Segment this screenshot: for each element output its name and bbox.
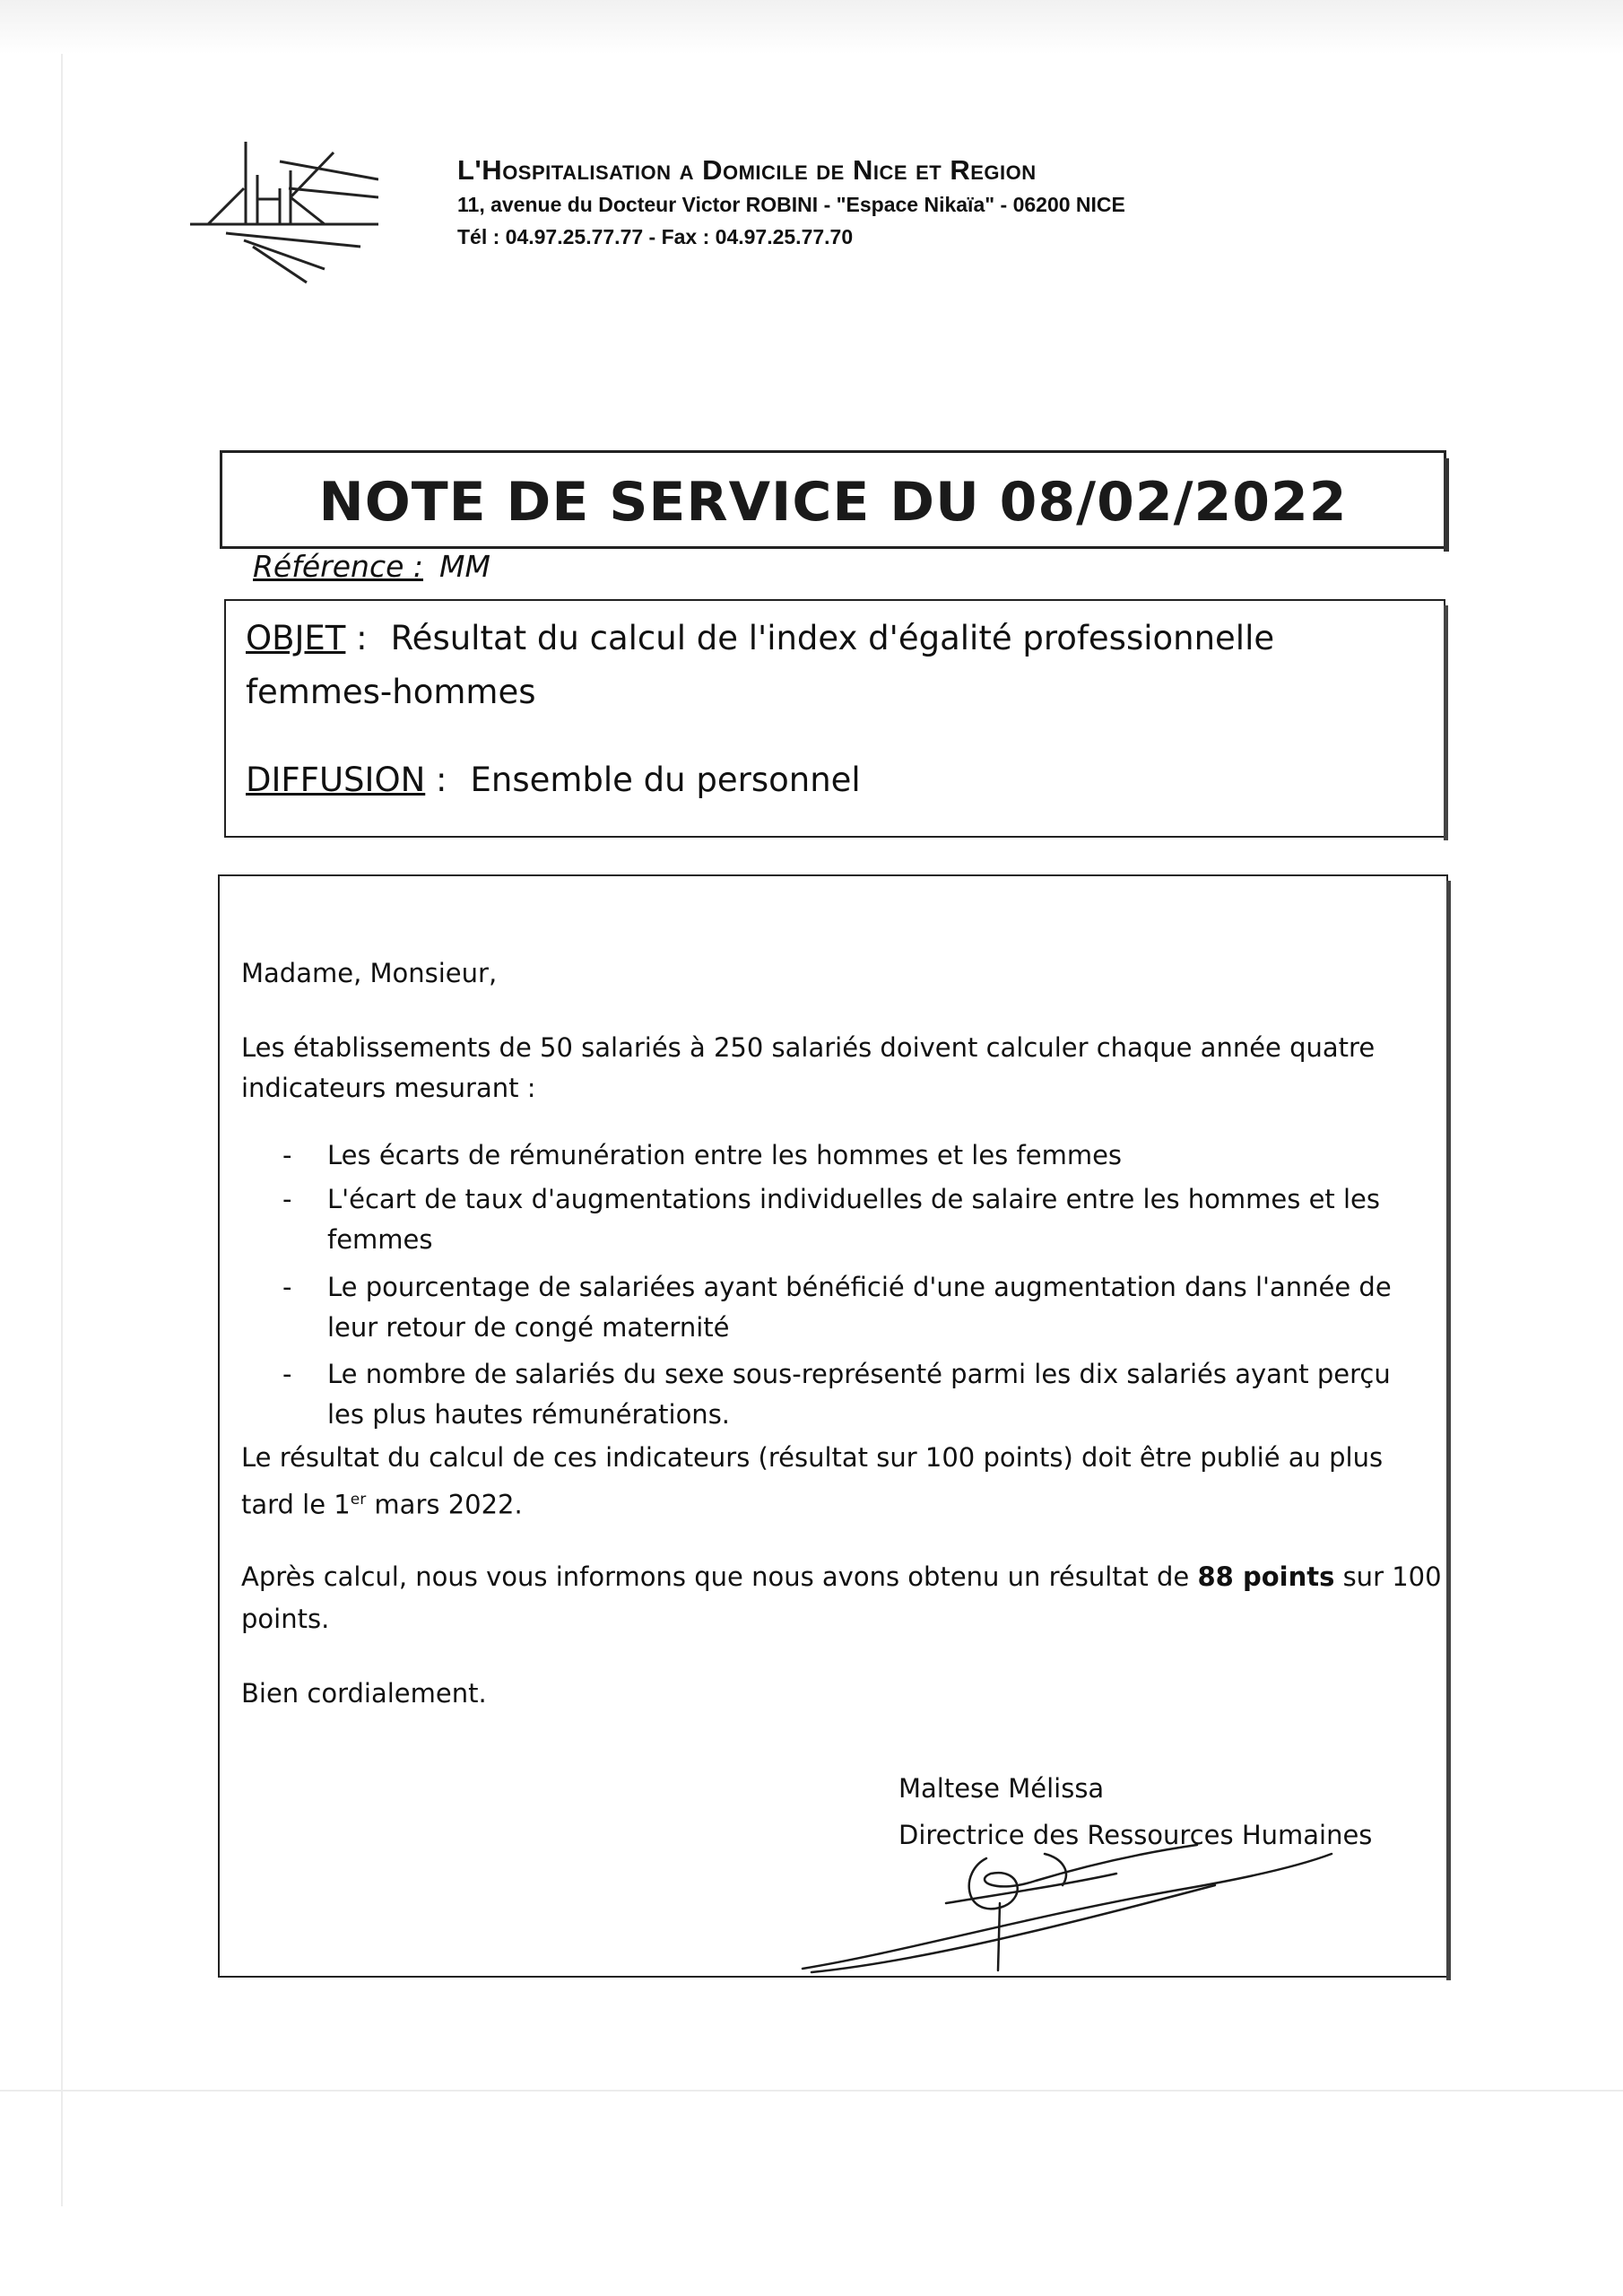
intro-paragraph: Les établissements de 50 salariés à 250 salariés doivent calculer chaque année quatre: [241, 1032, 1376, 1063]
subject-text: Résultat du calcul de l'index d'égalité professionnelle: [390, 619, 1275, 657]
bullet-dash: -: [282, 1359, 292, 1389]
reference-label: Référence :: [253, 549, 423, 584]
list-item-text: L'écart de taux d'augmentations individuelles de salaire entre les hommes et les: [327, 1184, 1381, 1214]
box-shadow: [1444, 458, 1449, 552]
bullet-dash: -: [282, 1272, 292, 1302]
page-title: NOTE DE SERVICE DU 08/02/2022: [318, 471, 1348, 534]
score-text: Après calcul, nous vous informons que nous avons obtenu un résultat de: [241, 1561, 1198, 1592]
result-paragraph-continued: [241, 1479, 523, 1526]
result-paragraph: Le résultat du calcul de ces indicateurs (résultat sur 100 points) doit être publié au plus: [241, 1442, 1384, 1473]
organization-name: L'Hospitalisation a Domicile de Nice et Region: [457, 154, 1037, 186]
subject-box: [224, 599, 1445, 838]
subject-separator: :: [345, 619, 368, 657]
diffusion-line: [246, 761, 861, 799]
ordinal-superscript: er: [350, 1491, 367, 1509]
organization-logo: [190, 135, 378, 287]
list-item: [282, 1266, 1392, 1309]
bullet-dash: -: [282, 1140, 292, 1170]
box-shadow: [1446, 881, 1451, 1980]
closing: Bien cordialement.: [241, 1678, 487, 1709]
scan-shadow: [0, 0, 1623, 54]
bullet-dash: -: [282, 1184, 292, 1214]
score-value: 88 points: [1197, 1561, 1335, 1592]
list-item: [282, 1135, 1122, 1177]
intro-paragraph-continued: indicateurs mesurant :: [241, 1073, 536, 1103]
list-item-text-continued: leur retour de congé maternité: [327, 1312, 730, 1343]
list-item-text-continued: les plus hautes rémunérations.: [327, 1399, 731, 1430]
reference-value: MM: [439, 549, 490, 584]
list-item-text: Le nombre de salariés du sexe sous-représenté parmi les dix salariés ayant perçu: [327, 1359, 1391, 1389]
subject-label: OBJET: [246, 619, 346, 657]
organization-contact: Tél : 04.97.25.77.77 - Fax : 04.97.25.77.70: [457, 225, 854, 248]
subject-line: [246, 619, 1274, 657]
result-text: mars 2022.: [366, 1489, 523, 1520]
organization-address: 11, avenue du Docteur Victor ROBINI - "Espace Nikaïa" - 06200 NICE: [457, 193, 1125, 216]
score-paragraph: [241, 1556, 1442, 1598]
score-paragraph-continued: points.: [241, 1604, 330, 1634]
diffusion-text: Ensemble du personnel: [470, 761, 861, 799]
letter-body: [218, 874, 1448, 1978]
signer-name: Maltese Mélissa: [898, 1773, 1105, 1804]
list-item-text: Les écarts de rémunération entre les hommes et les femmes: [327, 1140, 1123, 1170]
subject-text-continued: femmes-hommes: [246, 673, 536, 711]
result-text: tard le 1: [241, 1489, 351, 1520]
list-item-text: Le pourcentage de salariées ayant bénéficié d'une augmentation dans l'année de: [327, 1272, 1392, 1302]
title-box: [220, 450, 1446, 549]
reference-line: [253, 549, 490, 584]
organization-header: [457, 152, 1354, 253]
diffusion-separator: :: [425, 761, 447, 799]
signer-title: Directrice des Ressources Humaines: [898, 1820, 1373, 1850]
diffusion-label: DIFFUSION: [246, 761, 426, 799]
box-shadow: [1444, 605, 1448, 840]
list-item: [282, 1178, 1380, 1221]
list-item: [282, 1353, 1391, 1396]
scan-edge-line: [61, 54, 63, 2206]
score-text: sur 100: [1334, 1561, 1442, 1592]
salutation: Madame, Monsieur,: [241, 958, 498, 988]
handwritten-signature: [794, 1818, 1350, 1979]
scan-edge-line: [0, 2090, 1623, 2092]
list-item-text-continued: femmes: [327, 1224, 433, 1255]
